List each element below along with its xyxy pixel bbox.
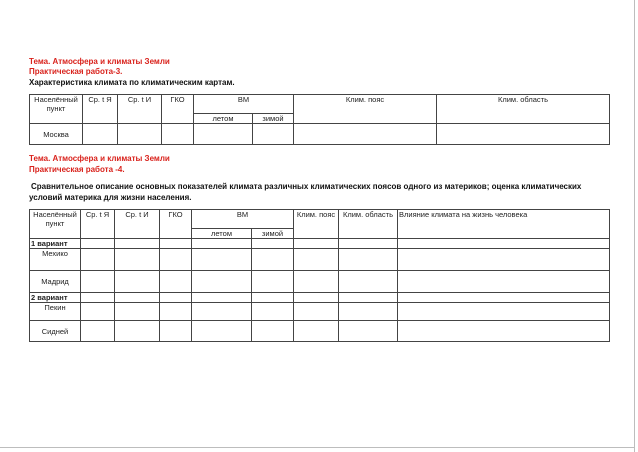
table-cell <box>83 124 118 145</box>
header-gko: ГКО <box>160 210 192 239</box>
section2-practical-title: Практическая работа -4. <box>29 165 125 174</box>
table-cell <box>192 239 252 249</box>
header-climate-region: Клим. область <box>339 210 398 239</box>
table-cell <box>339 293 398 303</box>
header-winter: зимой <box>252 229 294 239</box>
header-winter: зимой <box>253 114 294 124</box>
table-cell <box>81 293 115 303</box>
table-cell <box>160 271 192 293</box>
table-cell <box>398 293 610 303</box>
header-gko: ГКО <box>162 95 194 124</box>
header-jan-temp: Ср. t Я <box>81 210 115 239</box>
table-cell <box>81 321 115 342</box>
section2-topic: Тема. Атмосфера и климаты Земли <box>29 154 170 163</box>
table-cell <box>81 239 115 249</box>
section1-topic: Тема. Атмосфера и климаты Земли <box>29 57 170 66</box>
table-cell <box>398 239 610 249</box>
table-cell <box>160 303 192 321</box>
header-city: Населённый пункт <box>30 95 83 124</box>
header-climate-belt: Клим. пояс <box>294 210 339 239</box>
header-climate-influence: Влияние климата на жизнь человека <box>398 210 610 239</box>
table-cell <box>160 249 192 271</box>
header-summer: летом <box>192 229 252 239</box>
table-cell <box>252 271 294 293</box>
table-cell <box>192 293 252 303</box>
table-row-city: Мехико <box>30 249 81 271</box>
table-cell <box>398 321 610 342</box>
table-cell <box>194 124 253 145</box>
table-cell <box>339 239 398 249</box>
table-cell <box>437 124 610 145</box>
table-cell <box>339 303 398 321</box>
header-summer: летом <box>194 114 253 124</box>
table-row-city: Мадрид <box>30 271 81 293</box>
table-cell <box>252 321 294 342</box>
page-edge-bottom <box>0 447 634 448</box>
table-cell <box>115 271 160 293</box>
table-cell <box>192 303 252 321</box>
table-cell <box>81 249 115 271</box>
table-row-city: Сидней <box>30 321 81 342</box>
header-city: Населённый пункт <box>30 210 81 239</box>
table-cell <box>294 249 339 271</box>
header-climate-region: Клим. область <box>437 95 610 124</box>
table-cell <box>294 321 339 342</box>
table-cell <box>294 303 339 321</box>
table-row-city: Пекин <box>30 303 81 321</box>
section2-description-line2: условий материка для жизни населения. <box>29 193 192 202</box>
header-jan-temp: Ср. t Я <box>83 95 118 124</box>
table-cell <box>81 271 115 293</box>
table-cell <box>294 271 339 293</box>
table-cell <box>115 321 160 342</box>
table-cell <box>192 271 252 293</box>
table-cell <box>252 239 294 249</box>
table-cell <box>339 249 398 271</box>
section1-subtitle: Характеристика климата по климатическим картам. <box>29 78 235 87</box>
table-cell <box>118 124 162 145</box>
table-cell <box>192 249 252 271</box>
table-cell <box>162 124 194 145</box>
table-cell <box>339 271 398 293</box>
table-cell <box>294 239 339 249</box>
table-cell <box>294 293 339 303</box>
table-cell <box>252 303 294 321</box>
table-row-city: Москва <box>30 124 83 145</box>
header-jul-temp: Ср. t И <box>118 95 162 124</box>
header-air-masses: ВМ <box>192 210 294 229</box>
climate-table-2 <box>29 209 610 342</box>
climate-table-1 <box>29 94 610 145</box>
table-cell <box>115 239 160 249</box>
table-cell <box>192 321 252 342</box>
page-edge-right <box>634 0 635 452</box>
header-climate-belt: Клим. пояс <box>294 95 437 124</box>
header-air-masses: ВМ <box>194 95 294 114</box>
table-cell <box>160 239 192 249</box>
variant-2-label: 2 вариант <box>30 293 81 303</box>
table-cell <box>115 249 160 271</box>
table-cell <box>115 293 160 303</box>
table-cell <box>252 249 294 271</box>
table-cell <box>160 321 192 342</box>
table-cell <box>252 293 294 303</box>
table-cell <box>398 303 610 321</box>
table-cell <box>398 271 610 293</box>
table-cell <box>294 124 437 145</box>
section2-description-line1: Сравнительное описание основных показателей климата различных климатических поясов одного из материков; оценка климатических <box>31 182 582 191</box>
table-cell <box>253 124 294 145</box>
table-cell <box>115 303 160 321</box>
header-jul-temp: Ср. t И <box>115 210 160 239</box>
section1-practical-title: Практическая работа-3. <box>29 67 123 76</box>
table-cell <box>81 303 115 321</box>
table-cell <box>398 249 610 271</box>
variant-1-label: 1 вариант <box>30 239 81 249</box>
table-cell <box>339 321 398 342</box>
table-cell <box>160 293 192 303</box>
